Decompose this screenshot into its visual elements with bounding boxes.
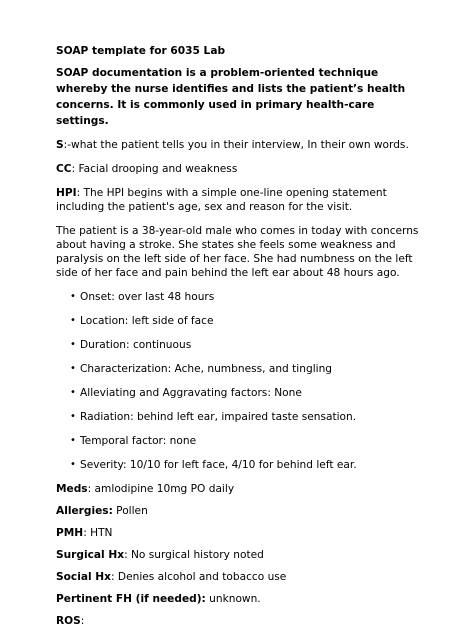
- bullet-icon: •: [70, 387, 76, 398]
- list-item-text: Alleviating and Aggravating factors: None: [80, 387, 302, 399]
- list-item: [56, 338, 424, 352]
- subjective-label: S: [56, 139, 64, 151]
- field-value: Pollen: [112, 505, 148, 517]
- field-value: :: [80, 615, 85, 627]
- chief-complaint-label: CC: [56, 163, 72, 175]
- field-label: Social Hx: [56, 571, 111, 583]
- list-item: [56, 434, 424, 448]
- allergies-line: [56, 504, 424, 518]
- hpi-text: : The HPI begins with a simple one-line opening statement including the patient's age, sex and reason for the visit.: [56, 187, 387, 213]
- pmh-line: [56, 526, 424, 540]
- field-value: : Denies alcohol and tobacco use: [111, 571, 287, 583]
- field-label: Allergies:: [56, 505, 113, 517]
- list-item-text: Temporal factor: none: [80, 435, 197, 447]
- list-item-text: Onset: over last 48 hours: [80, 291, 215, 303]
- list-item: [56, 362, 424, 376]
- bullet-icon: •: [70, 363, 76, 374]
- ros-line: [56, 614, 424, 628]
- list-item-text: Radiation: behind left ear, impaired taste sensation.: [80, 411, 357, 423]
- field-value: : HTN: [83, 527, 113, 539]
- list-item-text: Severity: 10/10 for left face, 4/10 for behind left ear.: [80, 459, 357, 471]
- document-body: [56, 44, 424, 636]
- list-item: [56, 410, 424, 424]
- narrative-paragraph: The patient is a 38-year-old male who comes in today with concerns about having a stroke. She states she feels some weakness and paralysis on the left side of her face. She had numbness on the left side of her face and pain behind the left ear about 48 hours ago.: [56, 225, 419, 279]
- hpi-label: HPI: [56, 187, 77, 199]
- field-value: : No surgical history noted: [124, 549, 264, 561]
- bullet-icon: •: [70, 411, 76, 422]
- field-value: : amlodipine 10mg PO daily: [87, 483, 235, 495]
- field-label: Surgical Hx: [56, 549, 125, 561]
- surgical-history-line: [56, 548, 424, 562]
- field-label: ROS: [56, 615, 81, 627]
- field-label: PMH: [56, 527, 84, 539]
- symptom-list: [56, 290, 424, 472]
- meds-line: [56, 482, 424, 496]
- bullet-icon: •: [70, 315, 76, 326]
- list-item: [56, 290, 424, 304]
- subjective-text: :-what the patient tells you in their interview, In their own words.: [63, 139, 409, 151]
- chief-complaint-text: : Facial drooping and weakness: [71, 163, 238, 175]
- family-history-line: [56, 592, 424, 606]
- bullet-icon: •: [70, 459, 76, 470]
- list-item: [56, 314, 424, 328]
- bullet-icon: •: [70, 291, 76, 302]
- list-item-text: Location: left side of face: [80, 315, 214, 327]
- intro-paragraph: SOAP documentation is a problem-oriented technique whereby the nurse identifies and lists the patient’s health concerns. It is commonly used in primary health-care settings.: [56, 67, 406, 127]
- list-item: [56, 386, 424, 400]
- list-item-text: Characterization: Ache, numbness, and tingling: [80, 363, 333, 375]
- list-item-text: Duration: continuous: [80, 339, 192, 351]
- social-history-line: [56, 570, 424, 584]
- subjective-line: [56, 138, 424, 152]
- hpi-line: [56, 186, 424, 214]
- bullet-icon: •: [70, 339, 76, 350]
- chief-complaint-line: [56, 162, 424, 176]
- bullet-icon: •: [70, 435, 76, 446]
- field-label: Pertinent FH (if needed):: [56, 593, 206, 605]
- list-item: [56, 458, 424, 472]
- document-title: SOAP template for 6035 Lab: [56, 45, 226, 57]
- field-value: unknown.: [205, 593, 261, 605]
- field-label: Meds: [56, 483, 88, 495]
